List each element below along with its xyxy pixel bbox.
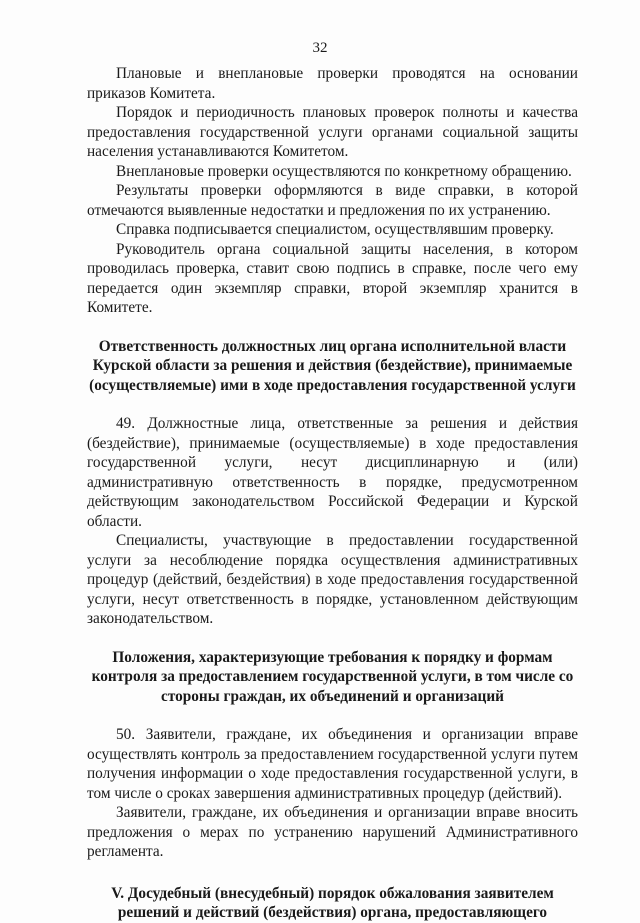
paragraph-signature: Справка подписывается специалистом, осуществлявшим проверку.	[116, 221, 554, 238]
page-number: 32	[312, 40, 328, 56]
paragraph-proposals: Заявители, граждане, их объединения и организации вправе вносить предложения о мерах по устранению нарушений Административного регламента.	[87, 804, 578, 860]
section-heading-responsibility: Ответственность должностных лиц органа исполнительной власти Курской области за решения и действия (бездействие), принимаемые (осуществляемые) ими в ходе предоставления государственной услуги	[89, 337, 576, 394]
section-heading-control: Положения, характеризующие требования к порядку и формам контроля за предоставлением государственной услуги, в том числе со стороны граждан, их объединений и организаций	[91, 648, 574, 705]
paragraph-results: Результаты проверки оформляются в виде справки, в которой отмечаются выявленные недостатки и предложения по их устранению.	[87, 182, 578, 219]
paragraph-49: 49. Должностные лица, ответственные за решения и действия (бездействие), принимаемые (осуществляемые) в ходе предоставления государственной услуги, несут дисциплинарную и (или) административную ответственность в порядке, предусмотренном действующим законодательством Российской Федерации и Курской области.	[87, 415, 578, 530]
paragraph-50: 50. Заявители, граждане, их объединения и организации вправе осуществлять контроль за предоставлением государственной услуги путем получения информации о ходе предоставления государственной услуги, в том числе о сроках завершения административных процедур (действий).	[87, 726, 578, 802]
paragraph-unscheduled: Внеплановые проверки осуществляются по конкретному обращению.	[116, 162, 572, 180]
section-heading-appeal: V. Досудебный (внесудебный) порядок обжалования заявителем решений и действий (бездействия) органа, предоставляющего	[111, 884, 554, 921]
paragraph-inspections-basis: Плановые и внеплановые проверки проводятся на основании приказов Комитета.	[87, 65, 578, 102]
paragraph-inspections-order: Порядок и периодичность плановых проверок полноты и качества предоставления государственной услуги органами социальной защиты населения устанавливаются Комитетом.	[87, 104, 578, 160]
paragraph-head-signs: Руководитель органа социальной защиты населения, в котором проводилась проверка, ставит свою подпись в справке, после чего ему передается один экземпляр справки, второй экземпляр хранится в Комитете.	[87, 240, 578, 316]
document-body	[87, 64, 578, 923]
paragraph-specialists: Специалисты, участвующие в предоставлении государственной услуги за несоблюдение порядка осуществления административных процедур (действий, бездействия) в ходе предоставления государственной услуги, несут ответственность в порядке, установленном действующим законодательством.	[87, 532, 578, 627]
